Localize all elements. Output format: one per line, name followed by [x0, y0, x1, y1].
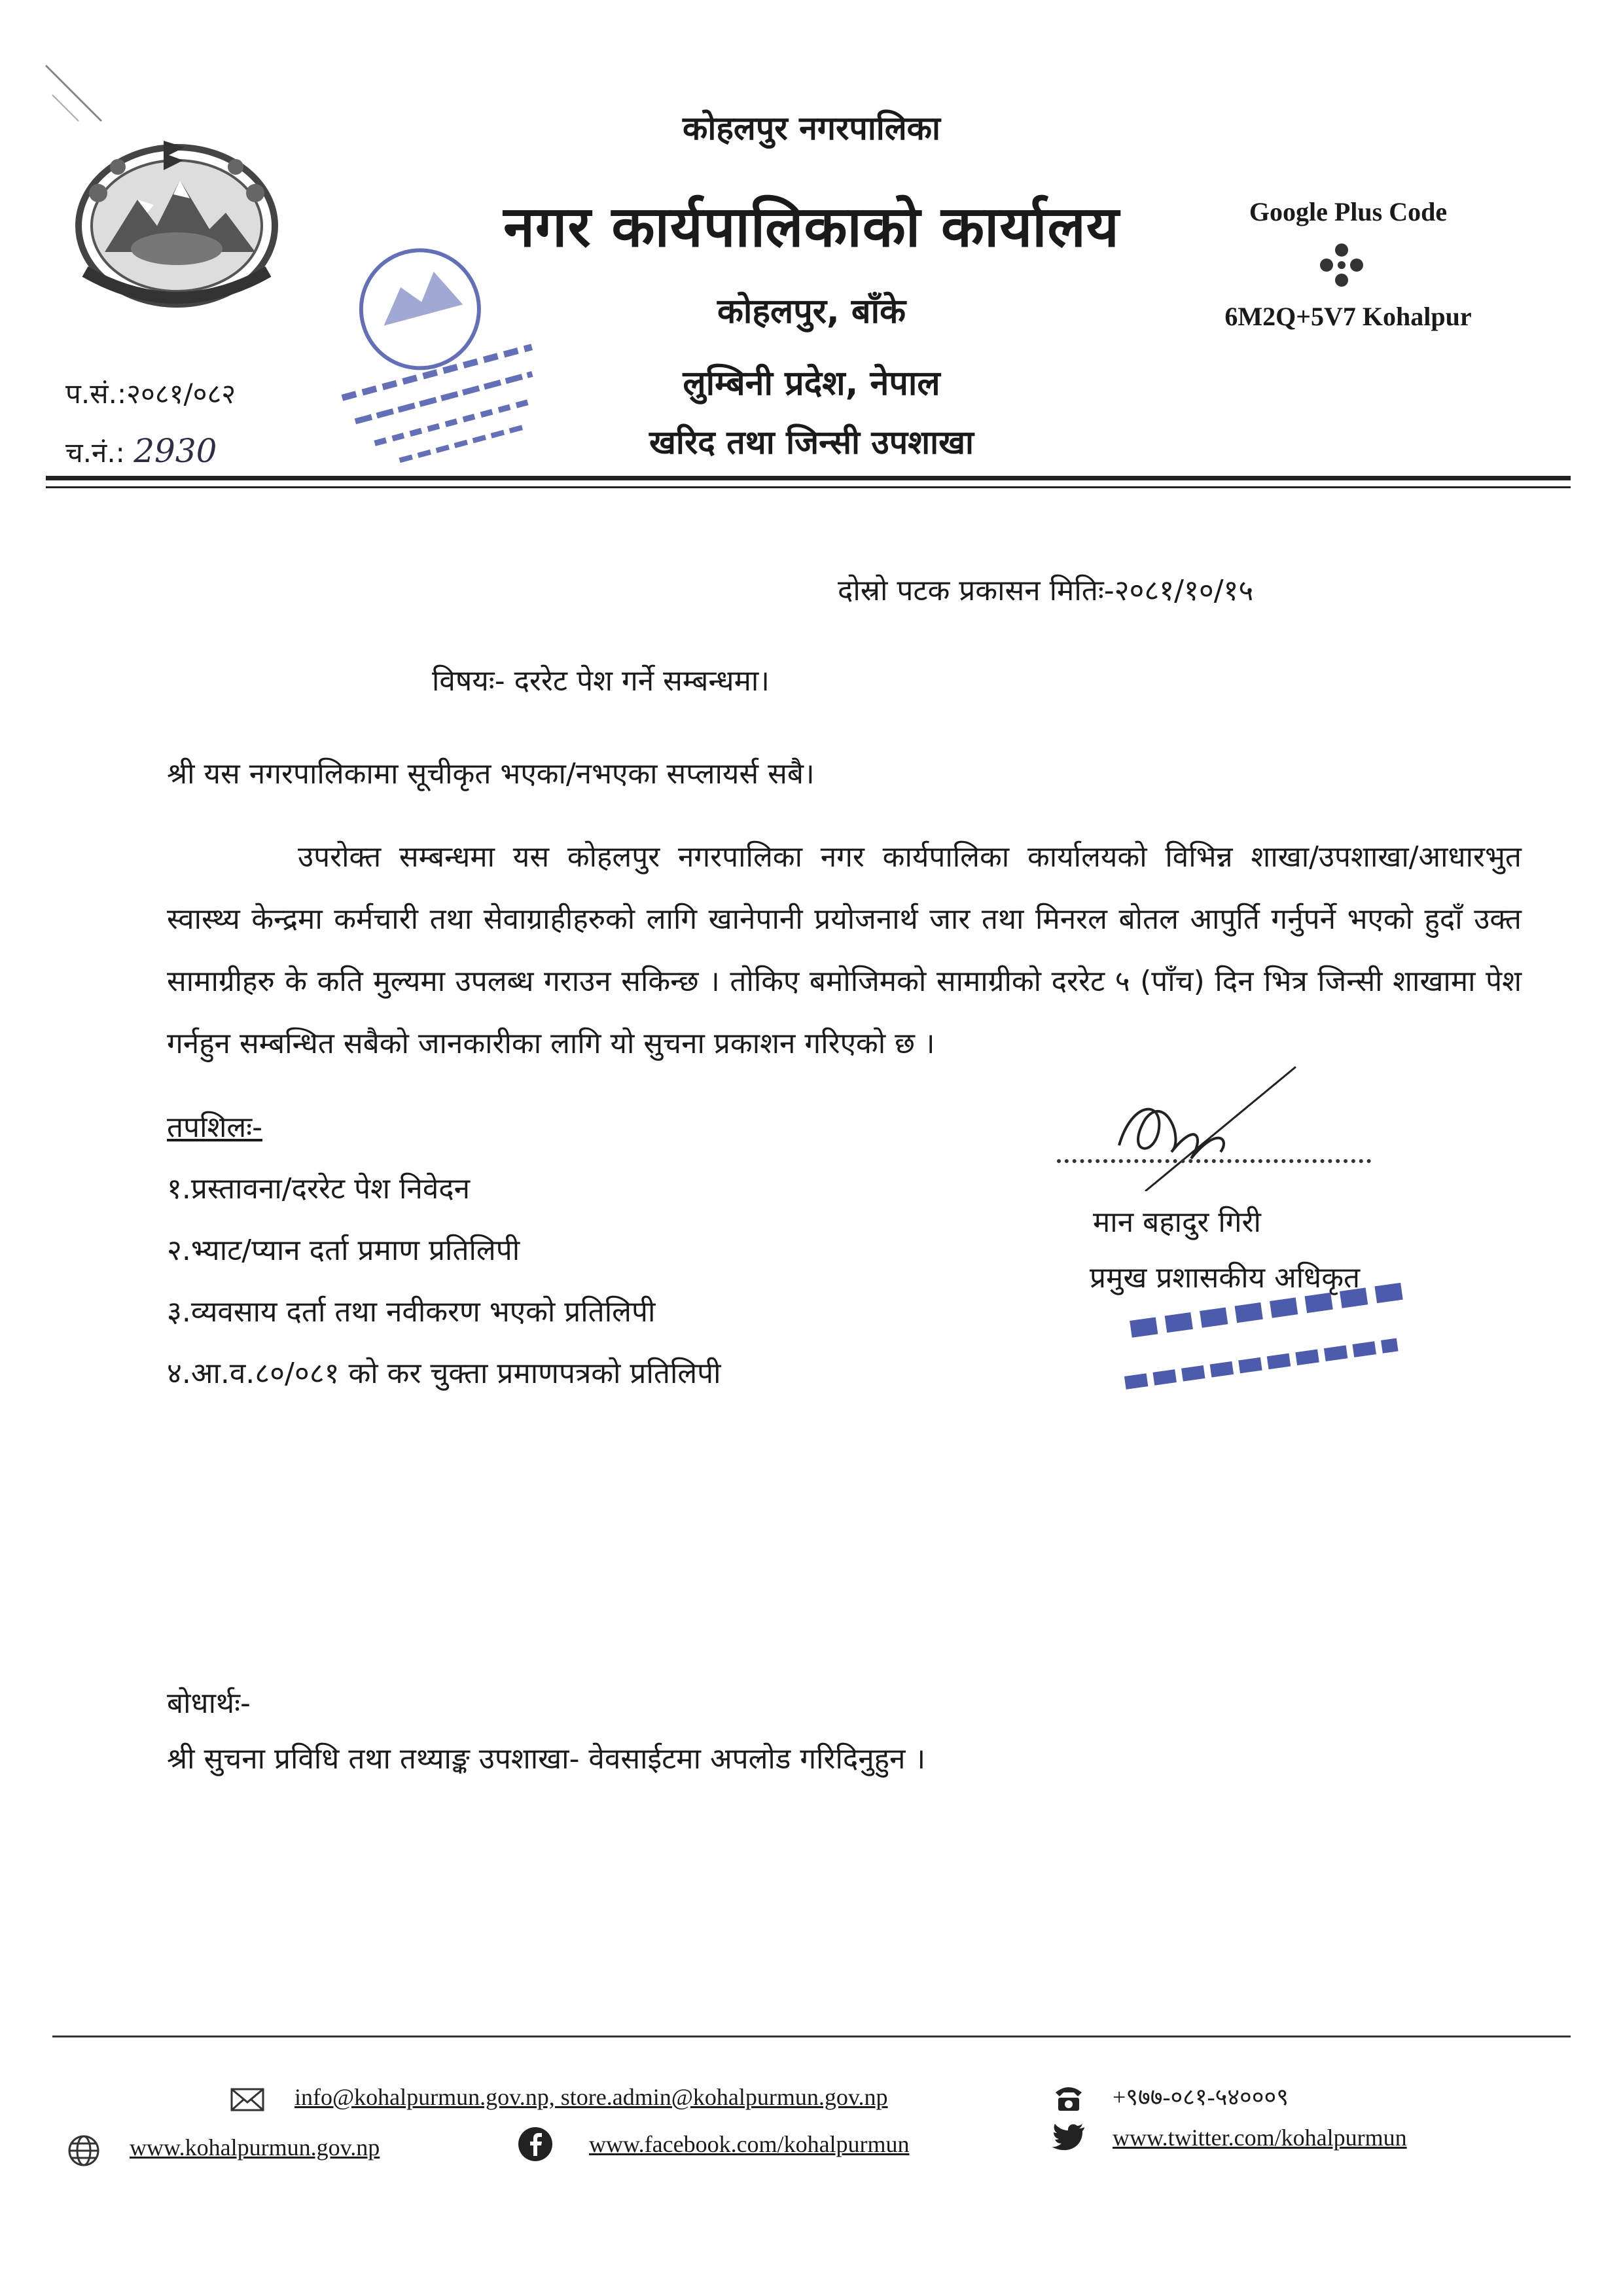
dispatch-number [65, 432, 217, 471]
footer-twitter-link[interactable]: www.twitter.com/kohalpurmun [1113, 2125, 1407, 2151]
plus-code-icon [1302, 236, 1381, 295]
office-province: लुम्बिनी प्रदेश, नेपाल [683, 364, 940, 403]
letter-number [65, 374, 236, 412]
footer-website-link[interactable]: www.kohalpurmun.gov.np [130, 2134, 380, 2161]
details-heading: तपशिलः- [167, 1111, 262, 1144]
office-section: खरिद तथा जिन्सी उपशाखा [649, 423, 974, 461]
plus-code-value: 6M2Q+5V7 Kohalpur [1224, 302, 1472, 331]
signatory-title: प्रमुख प्रशासकीय अधिकृत [1090, 1261, 1361, 1295]
letter-number-label: प.सं.: [65, 378, 127, 410]
facebook-icon [517, 2126, 554, 2162]
dispatch-number-label: च.नं.: [65, 437, 125, 469]
letter-body: उपरोक्त सम्बन्धमा यस कोहलपुर नगरपालिका नगर कार्यपालिका कार्यालयको विभिन्न शाखा/उपशाखा/आधारभुत स्वास्थ्य केन्द्रमा कर्मचारी तथा सेवाग्राहीहरुको लागि खानेपानी प्रयोजनार्थ जार तथा मिनरल बोतल आपुर्ति गर्नुपर्ने भएको हुदाँ उक्त सामाग्रीहरु के कति मुल्यमा उपलब्ध गराउन सकिन्छ । तोकिए बमोजिमको सामाग्रीको दररेट ५ (पाँच) दिन भित्र जिन्सी शाखामा पेश गर्नहुन सम्बन्धित सबैको जानकारीका लागि यो सुचना प्रकाशन गरिएको छ । [167, 840, 1522, 1060]
plus-code-label: Google Plus Code [1249, 197, 1448, 226]
header-rule-thin [46, 486, 1571, 488]
publication-date [838, 569, 1253, 609]
footer-facebook-link[interactable]: www.facebook.com/kohalpurmun [589, 2131, 910, 2157]
footer-rule [52, 2036, 1571, 2037]
list-item: १.प्रस्तावना/दररेट पेश निवेदन [167, 1172, 471, 1206]
footer-phone: +९७७-०८१-५४०००९ [1113, 2084, 1289, 2110]
letter-addressee: श्री यस नगरपालिकामा सूचीकृत भएका/नभएका सप्लायर्स सबै। [167, 757, 815, 791]
globe-icon [65, 2132, 102, 2169]
details-list [167, 1158, 721, 1405]
mail-icon [229, 2081, 266, 2118]
letter-subject: विषयः- दररेट पेश गर्ने सम्बन्धमा। [432, 664, 770, 698]
phone-icon [1050, 2078, 1087, 2115]
header-rule-thick [46, 476, 1571, 480]
office-stamp [308, 236, 556, 471]
office-title: नगर कार्यपालिकाको कार्यालय [503, 194, 1120, 260]
cc-line: श्री सुचना प्रविधि तथा तथ्याङ्क उपशाखा- वेवसाईटमा अपलोड गरिदिनुहुन । [167, 1742, 926, 1776]
cc-heading: बोधार्थः- [167, 1687, 251, 1720]
municipality-name: कोहलपुर नगरपालिका [683, 109, 940, 147]
footer-email-link[interactable]: info@kohalpurmun.gov.np, store.admin@kohalpurmun.gov.np [294, 2084, 888, 2110]
office-location: कोहलपुर, बाँके [717, 292, 906, 331]
list-item: ४.आ.व.८०/०८१ को कर चुक्ता प्रमाणपत्रको प्रतिलिपी [167, 1357, 721, 1390]
letter-number-value: २०८१/०८२ [126, 378, 236, 410]
publication-date-label: दोस्रो पटक प्रकासन मितिः- [838, 574, 1115, 607]
list-item: ३.व्यवसाय दर्ता तथा नवीकरण भएको प्रतिलिपी [167, 1295, 656, 1329]
signature-line [1057, 1158, 1371, 1163]
twitter-icon [1050, 2119, 1087, 2156]
dispatch-number-value: 2930 [134, 432, 217, 470]
publication-date-value: २०८१/१०/१५ [1114, 574, 1254, 607]
signatory-stamp [1106, 1263, 1446, 1394]
signatory-name: मान बहादुर गिरी [1093, 1206, 1261, 1239]
handwritten-signature [1106, 1060, 1302, 1191]
list-item: २.भ्याट/प्यान दर्ता प्रमाण प्रतिलिपी [167, 1234, 520, 1267]
